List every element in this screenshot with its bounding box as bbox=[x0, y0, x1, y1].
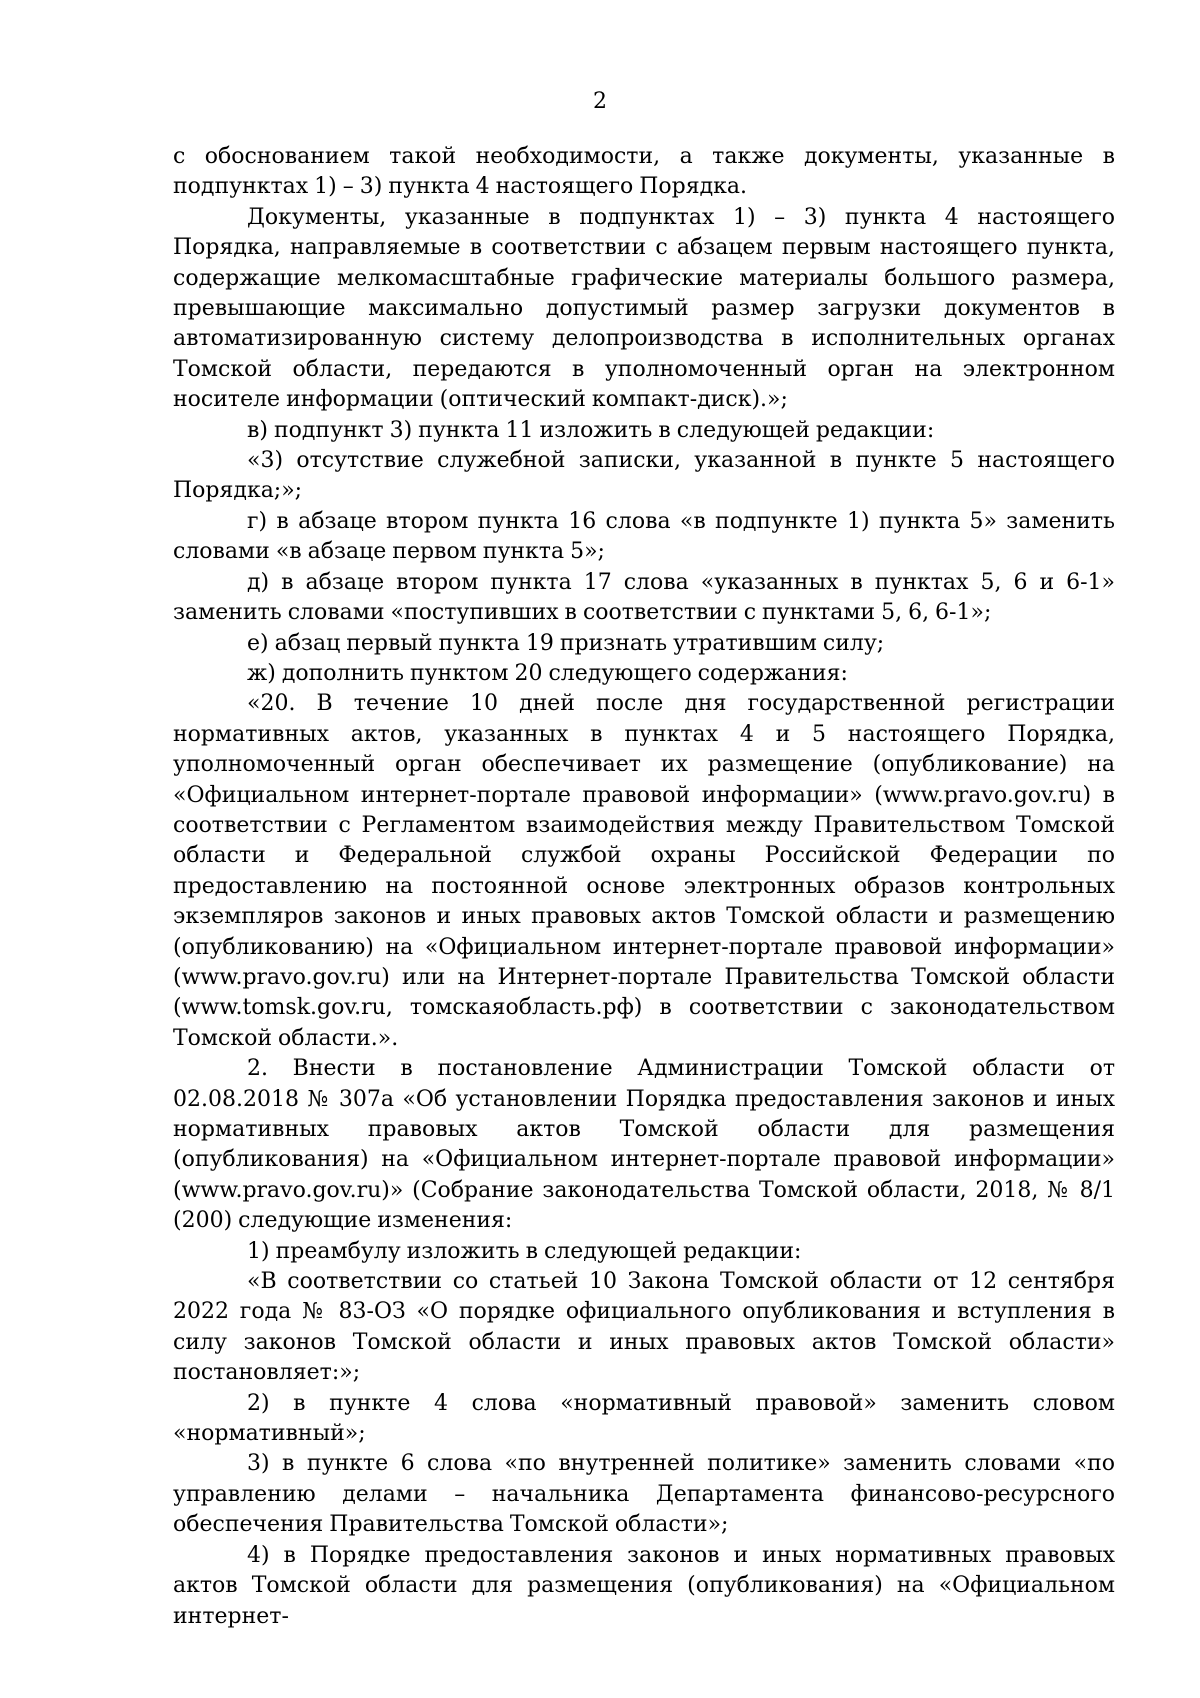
paragraph-item-d: д) в абзаце втором пункта 17 слова «указанных в пунктах 5, 6 и 6-1» заменить словами «поступивших в соответствии с пунктами 5, 6, 6-1»; bbox=[173, 569, 1115, 626]
paragraph-item-zh: ж) дополнить пунктом 20 следующего содержания: bbox=[247, 660, 848, 686]
paragraph-subitem-4: 4) в Порядке предоставления законов и иных нормативных правовых актов Томской области для размещения (опубликования) на «Официальном интернет- bbox=[173, 1542, 1115, 1629]
paragraph-item-e: е) абзац первый пункта 19 признать утратившим силу; bbox=[247, 630, 885, 656]
paragraph-item-v: в) подпункт 3) пункта 11 изложить в следующей редакции: bbox=[247, 417, 935, 443]
paragraph-subitem-2: 2) в пункте 4 слова «нормативный правовой» заменить словом «нормативный»; bbox=[173, 1390, 1115, 1447]
document-body bbox=[173, 142, 1115, 1632]
paragraph-subitem-1: 1) преамбулу изложить в следующей редакции: bbox=[247, 1238, 802, 1264]
paragraph-point-20: «20. В течение 10 дней после дня государственной регистрации нормативных актов, указанных в пунктах 4 и 5 настоящего Порядка, уполномоченный орган обеспечивает их размещение (опубликование) на «Официальном интернет-портале правовой информации» (www.pravo.gov.ru) в соответствии с Регламентом взаимодействия между Правительством Томской области и Федеральной службой охраны Российской Федерации по предоставлению на постоянной основе электронных образов контрольных экземпляров законов и иных правовых актов Томской области и размещению (опубликованию) на «Официальном интернет-портале правовой информации» (www.pravo.gov.ru) или на Интернет-портале Правительства Томской области (www.tomsk.gov.ru, томскаяобласть.рф) в соответствии с законодательством Томской области.». bbox=[173, 691, 1115, 1051]
paragraph-subitem-3: 3) в пункте 6 слова «по внутренней политике» заменить словами «по управлению делами – начальника Департамента финансово-ресурсного обеспечения Правительства Томской области»; bbox=[173, 1451, 1115, 1538]
page-number: 2 bbox=[593, 89, 607, 114]
paragraph-continuation: с обоснованием такой необходимости, а также документы, указанные в подпунктах 1) – 3) пункта 4 настоящего Порядка. bbox=[173, 144, 1115, 200]
paragraph-item-g: г) в абзаце втором пункта 16 слова «в подпункте 1) пункта 5» заменить словами «в абзаце первом пункта 5»; bbox=[173, 508, 1115, 565]
paragraph-preamble-text: «В соответствии со статьей 10 Закона Томской области от 12 сентября 2022 года № 83-ОЗ «О порядке официального опубликования и вступления в силу законов Томской области и иных правовых актов Томской области» постановляет:»; bbox=[173, 1269, 1115, 1386]
paragraph-documents-transfer: Документы, указанные в подпунктах 1) – 3) пункта 4 настоящего Порядка, направляемые в соответствии с абзацем первым настоящего пункта, содержащие мелкомасштабные графические материалы большого размера, превышающие максимально допустимый размер загрузки документов в автоматизированную систему делопроизводства в исполнительных органах Томской области, передаются в уполномоченный орган на электронном носителе информации (оптический компакт-диск).»; bbox=[173, 204, 1115, 413]
paragraph-section-2: 2. Внести в постановление Администрации Томской области от 02.08.2018 № 307а «Об установлении Порядка предоставления законов и иных нормативных правовых актов Томской области для размещения (опубликования) на «Официальном интернет-портале правовой информации» (www.pravo.gov.ru)» (Собрание законодательства Томской области, 2018, № 8/1 (200) следующие изменения: bbox=[173, 1056, 1115, 1234]
paragraph-item-v-text: «3) отсутствие служебной записки, указанной в пункте 5 настоящего Порядка;»; bbox=[173, 448, 1115, 504]
